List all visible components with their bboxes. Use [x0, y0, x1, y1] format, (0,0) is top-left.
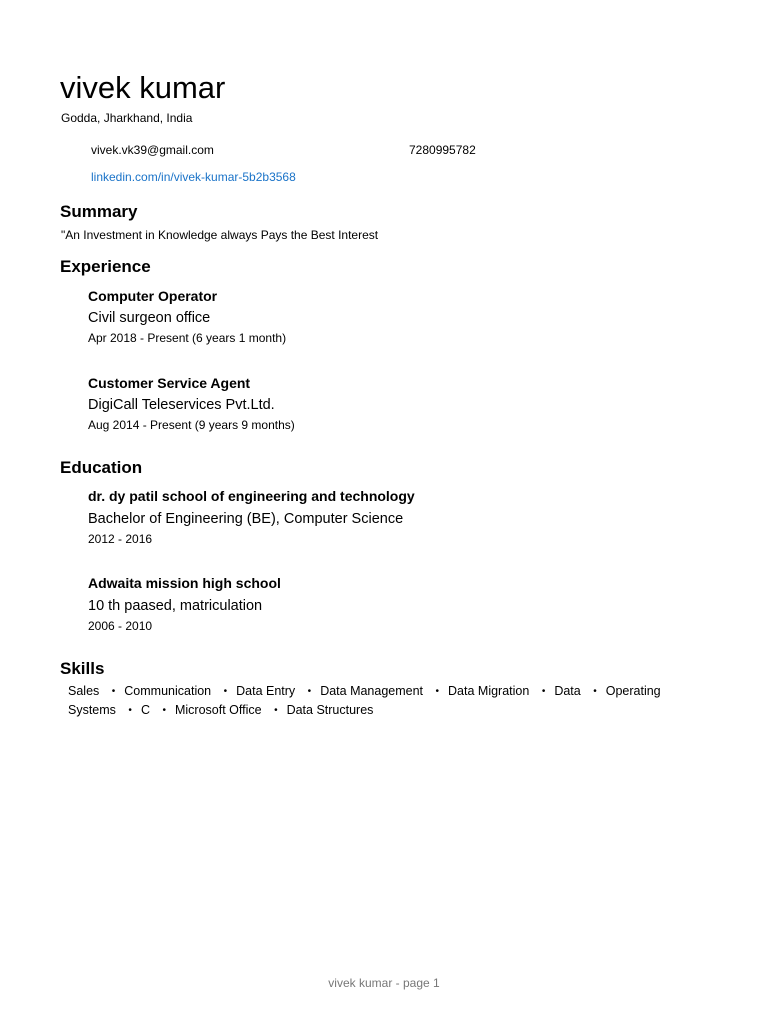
education-dates: 2006 - 2010: [88, 619, 153, 633]
summary-text: "An Investment in Knowledge always Pays the Best Interest: [61, 228, 379, 242]
experience-organization: DigiCall Teleservices Pvt.Ltd.: [88, 397, 275, 413]
skill-item: Data Management: [320, 684, 424, 698]
email-address: vivek.vk39@gmail.com: [91, 143, 214, 157]
bullet-separator: •: [274, 705, 278, 716]
experience-organization: Civil surgeon office: [88, 310, 211, 326]
bullet-separator: •: [307, 686, 312, 697]
education-school: Adwaita mission high school: [88, 575, 281, 591]
skill-item: Operating Systems: [68, 684, 661, 717]
experience-heading: Experience: [60, 257, 151, 276]
bullet-separator: •: [162, 705, 166, 716]
page-footer: vivek kumar - page 1: [328, 976, 440, 990]
education-degree: 10 th paased, matriculation: [88, 598, 263, 614]
summary-heading: Summary: [60, 202, 138, 221]
phone-number: 7280995782: [409, 143, 476, 157]
bullet-separator: •: [593, 686, 597, 697]
skills-heading: Skills: [60, 659, 105, 678]
skill-item: Data Structures: [286, 703, 374, 717]
skill-item: Data Migration: [448, 684, 530, 698]
candidate-location: Godda, Jharkhand, India: [61, 111, 193, 125]
skills-list: [68, 682, 698, 720]
bullet-separator: •: [435, 686, 440, 697]
bullet-separator: •: [541, 686, 546, 697]
experience-role: Computer Operator: [88, 288, 218, 304]
experience-dates: Aug 2014 - Present (9 years 9 months): [88, 418, 295, 432]
experience-role: Customer Service Agent: [88, 375, 251, 391]
education-degree: Bachelor of Engineering (BE), Computer Science: [88, 511, 404, 527]
skill-item: Microsoft Office: [174, 703, 262, 717]
candidate-name: vivek kumar: [60, 70, 226, 105]
experience-dates: Apr 2018 - Present (6 years 1 month): [88, 331, 287, 345]
education-school: dr. dy patil school of engineering and technology: [88, 488, 415, 504]
skill-item: C: [140, 703, 150, 717]
skill-item: Sales: [68, 684, 100, 698]
skill-item: Data: [554, 684, 581, 698]
skill-item: Data Entry: [236, 684, 296, 698]
bullet-separator: •: [111, 686, 116, 697]
education-heading: Education: [60, 458, 143, 477]
education-dates: 2012 - 2016: [88, 532, 153, 546]
bullet-separator: •: [128, 705, 132, 716]
linkedin-link[interactable]: linkedin.com/in/vivek-kumar-5b2b3568: [91, 170, 296, 184]
bullet-separator: •: [223, 686, 228, 697]
skill-item: Communication: [124, 684, 212, 698]
